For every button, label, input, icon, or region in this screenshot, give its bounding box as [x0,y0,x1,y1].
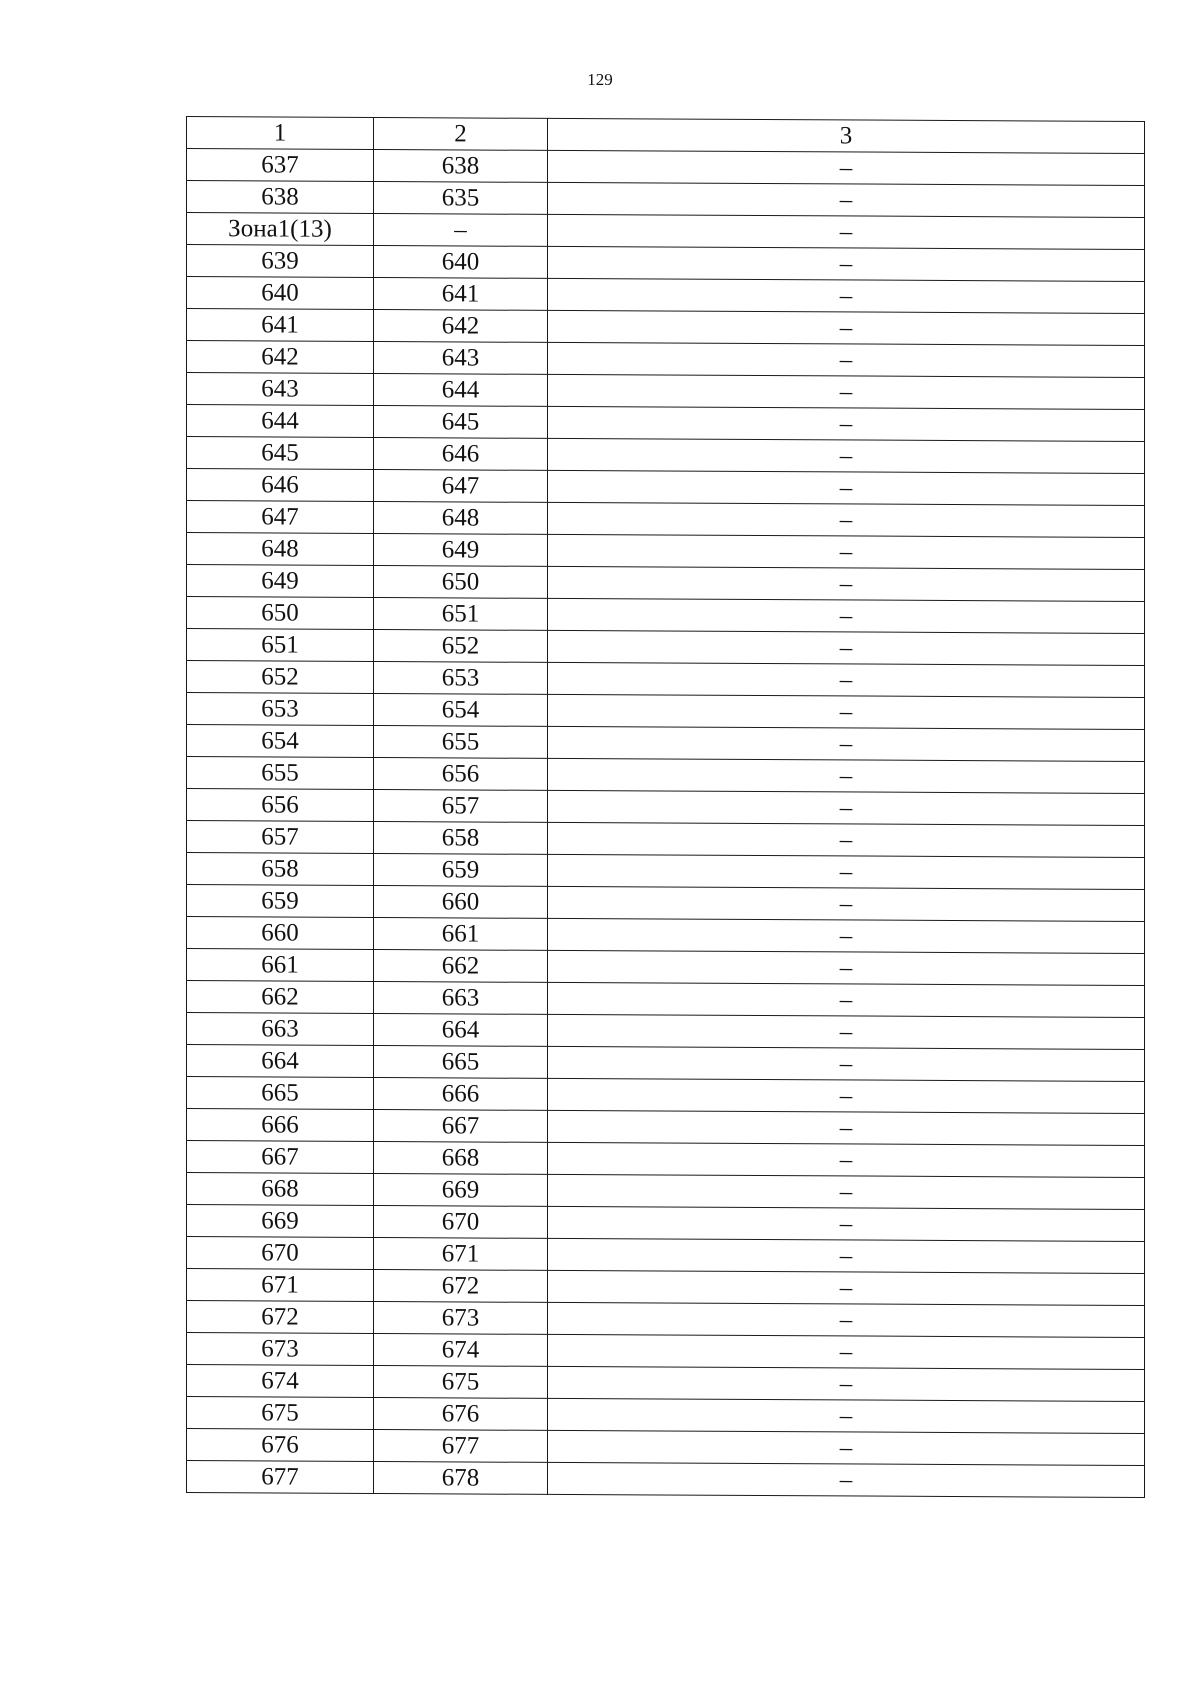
table-cell: 637 [187,149,374,182]
table-cell: – [548,214,1145,249]
table-cell: 648 [187,533,374,566]
table-cell: – [548,726,1145,761]
table-row [187,981,1145,1018]
table-cell: 643 [374,341,548,374]
table-cell: 646 [187,469,374,502]
table-cell: 649 [374,533,548,566]
page-number: 129 [587,70,613,89]
table-cell: 656 [187,789,374,822]
table-cell: – [548,1046,1145,1081]
table-cell: 645 [374,405,548,438]
table-cell: – [548,822,1145,857]
table-cell: – [548,1238,1145,1273]
table-cell: – [548,182,1145,217]
table-cell: 677 [374,1429,548,1462]
table-row [187,1429,1145,1466]
table-cell: 652 [187,661,374,694]
table-cell: – [548,470,1145,505]
table-cell: – [548,950,1145,985]
data-table [186,116,1145,1498]
table-cell: 638 [187,181,374,214]
table-cell: – [548,406,1145,441]
table-cell: Зона1(13) [187,213,374,246]
table-row [187,1333,1145,1370]
table-cell: 674 [374,1333,548,1366]
table-cell: – [548,918,1145,953]
table-cell: – [548,694,1145,729]
table-row [187,693,1145,730]
table-cell: – [548,1142,1145,1177]
table-cell: – [548,150,1145,185]
table-row [187,1269,1145,1306]
table-cell: 673 [187,1333,374,1366]
table-cell: 649 [187,565,374,598]
table-row [187,1173,1145,1210]
table-cell: – [548,982,1145,1017]
table-cell: 670 [374,1205,548,1238]
table-cell: 672 [374,1269,548,1302]
table-cell: 662 [374,949,548,982]
table-cell: 644 [187,405,374,438]
table-cell: 657 [187,821,374,854]
table-row [187,757,1145,794]
table-cell: – [548,1270,1145,1305]
table-cell: 676 [374,1397,548,1430]
table-cell: 639 [187,245,374,278]
table-cell: 651 [187,629,374,662]
table-cell: 676 [187,1429,374,1462]
table-cell: 660 [187,917,374,950]
table-row [187,1205,1145,1242]
table-cell: 642 [374,309,548,342]
header-cell: 1 [187,117,374,150]
table-cell: 642 [187,341,374,374]
table-cell: 651 [374,597,548,630]
table-cell: – [548,1462,1145,1497]
table-cell: 667 [187,1141,374,1174]
table-cell: 668 [374,1141,548,1174]
table-cell: 667 [374,1109,548,1142]
table-cell: 669 [374,1173,548,1206]
table-cell: – [548,438,1145,473]
table-cell: – [548,630,1145,665]
table-cell: 650 [187,597,374,630]
table-cell: – [548,502,1145,537]
table-cell: 641 [187,309,374,342]
table-row [187,149,1145,186]
table-cell: 658 [374,821,548,854]
table-cell: – [548,1110,1145,1145]
table-row [187,437,1145,474]
table-row [187,405,1145,442]
table-cell: – [548,790,1145,825]
table-cell: – [548,566,1145,601]
table-row [187,725,1145,762]
table-row [187,1461,1145,1498]
table-cell: – [548,758,1145,793]
table-cell: – [548,310,1145,345]
table-cell: 665 [374,1045,548,1078]
table-row [187,629,1145,666]
table-cell: 658 [187,853,374,886]
table-cell: 669 [187,1205,374,1238]
table-row [187,181,1145,218]
table-cell: 640 [374,245,548,278]
table-cell: – [548,534,1145,569]
table-cell: – [548,374,1145,409]
table-cell: 652 [374,629,548,662]
table-cell: 640 [187,277,374,310]
table-cell: 666 [374,1077,548,1110]
table-cell: 648 [374,501,548,534]
table-cell: – [548,342,1145,377]
table-cell: 643 [187,373,374,406]
table-cell: 675 [187,1397,374,1430]
table-cell: 671 [374,1237,548,1270]
table-cell: – [374,213,548,246]
table-cell: – [548,278,1145,313]
table-row [187,341,1145,378]
table-row [187,565,1145,602]
table-cell: 644 [374,373,548,406]
table-cell: 661 [187,949,374,982]
table-cell: 659 [374,853,548,886]
table-row [187,469,1145,506]
table-row [187,277,1145,314]
table-cell: – [548,1398,1145,1433]
table-row [187,1045,1145,1082]
table-cell: 646 [374,437,548,470]
table-cell: – [548,1014,1145,1049]
table-cell: 654 [187,725,374,758]
table-cell: 653 [374,661,548,694]
table-cell: 655 [187,757,374,790]
table-row [187,597,1145,634]
table-cell: 665 [187,1077,374,1110]
table-cell: 645 [187,437,374,470]
table-body [187,117,1145,1498]
table-cell: 670 [187,1237,374,1270]
table-row [187,789,1145,826]
table-cell: 666 [187,1109,374,1142]
header-cell: 3 [548,118,1145,153]
table-cell: – [548,1078,1145,1113]
table-row [187,1301,1145,1338]
table-container [186,116,1144,1498]
table-cell: 653 [187,693,374,726]
table-cell: 674 [187,1365,374,1398]
table-cell: 657 [374,789,548,822]
table-cell: – [548,1430,1145,1465]
table-cell: 677 [187,1461,374,1494]
table-row [187,1013,1145,1050]
table-cell: 671 [187,1269,374,1302]
table-cell: – [548,854,1145,889]
table-cell: 678 [374,1461,548,1494]
table-row [187,533,1145,570]
table-row [187,917,1145,954]
table-cell: 668 [187,1173,374,1206]
table-row [187,1365,1145,1402]
table-cell: – [548,598,1145,633]
table-cell: 660 [374,885,548,918]
table-row [187,1237,1145,1274]
table-cell: 647 [187,501,374,534]
table-cell: – [548,1174,1145,1209]
table-cell: 647 [374,469,548,502]
table-cell: – [548,1302,1145,1337]
table-cell: 655 [374,725,548,758]
table-cell: 650 [374,565,548,598]
table-row [187,821,1145,858]
table-cell: – [548,1206,1145,1241]
table-cell: 641 [374,277,548,310]
table-row [187,245,1145,282]
table-row [187,661,1145,698]
table-row [187,949,1145,986]
table-cell: 635 [374,181,548,214]
table-row [187,1397,1145,1434]
table-cell: 673 [374,1301,548,1334]
table-row [187,1141,1145,1178]
table-row [187,1109,1145,1146]
table-cell: 661 [374,917,548,950]
table-cell: 659 [187,885,374,918]
table-cell: 638 [374,149,548,182]
table-cell: 654 [374,693,548,726]
table-row [187,373,1145,410]
table-cell: 662 [187,981,374,1014]
table-cell: 664 [187,1045,374,1078]
table-row [187,853,1145,890]
table-cell: – [548,246,1145,281]
table-cell: – [548,662,1145,697]
table-row [187,1077,1145,1114]
table-cell: 663 [374,981,548,1014]
table-cell: 663 [187,1013,374,1046]
table-cell: 672 [187,1301,374,1334]
table-row [187,309,1145,346]
table-cell: – [548,1366,1145,1401]
table-cell: – [548,886,1145,921]
table-cell: 675 [374,1365,548,1398]
table-row [187,501,1145,538]
table-row [187,885,1145,922]
table-cell: 656 [374,757,548,790]
table-header-row [187,117,1145,154]
table-cell: – [548,1334,1145,1369]
table-cell: 664 [374,1013,548,1046]
header-cell: 2 [374,117,548,150]
table-row [187,213,1145,250]
